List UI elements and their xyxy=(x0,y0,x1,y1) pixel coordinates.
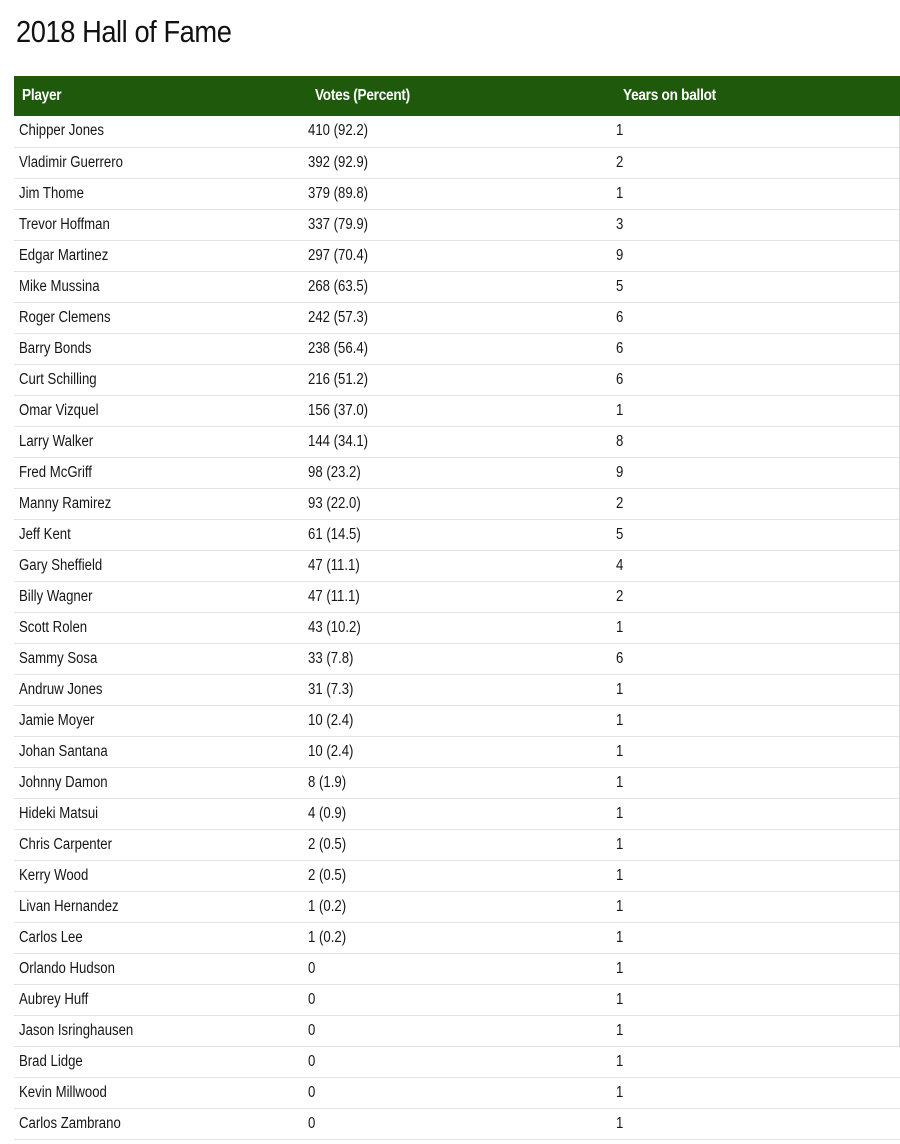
column-header-player-label: Player xyxy=(22,87,62,104)
player-name-cell-text: Barry Bonds xyxy=(19,339,92,357)
votes-percent-cell xyxy=(307,240,615,271)
years-on-ballot-cell xyxy=(615,612,900,643)
player-name-cell-text: Jamie Moyer xyxy=(19,711,95,729)
years-on-ballot-cell-text: 6 xyxy=(616,370,624,388)
votes-percent-cell-text: 238 (56.4) xyxy=(308,339,369,357)
table-row xyxy=(14,364,900,395)
years-on-ballot-cell xyxy=(615,1015,900,1046)
player-name-cell xyxy=(14,426,307,457)
votes-percent-cell xyxy=(307,550,615,581)
player-name-cell xyxy=(14,705,307,736)
years-on-ballot-cell xyxy=(615,984,900,1015)
votes-percent-cell-text: 47 (11.1) xyxy=(308,556,360,574)
years-on-ballot-cell xyxy=(615,550,900,581)
table-row xyxy=(14,457,900,488)
player-name-cell xyxy=(14,550,307,581)
votes-percent-cell xyxy=(307,178,615,209)
votes-percent-cell xyxy=(307,271,615,302)
years-on-ballot-cell xyxy=(615,674,900,705)
player-name-cell xyxy=(14,643,307,674)
votes-percent-cell-text: 1 (0.2) xyxy=(308,897,347,915)
years-on-ballot-cell-text: 2 xyxy=(616,494,624,512)
votes-percent-cell xyxy=(307,488,615,519)
votes-percent-cell-text: 31 (7.3) xyxy=(308,680,354,698)
player-name-cell-text: Johnny Damon xyxy=(19,773,108,791)
player-name-cell xyxy=(14,1077,307,1108)
player-name-cell-text: Hideki Matsui xyxy=(19,804,99,822)
years-on-ballot-cell xyxy=(615,1108,900,1139)
votes-percent-cell-text: 2 (0.5) xyxy=(308,835,347,853)
player-name-cell-text: Billy Wagner xyxy=(19,587,93,605)
player-name-cell-text: Orlando Hudson xyxy=(19,959,115,977)
player-name-cell xyxy=(14,984,307,1015)
votes-percent-cell-text: 392 (92.9) xyxy=(308,153,369,171)
table-row xyxy=(14,116,900,147)
player-name-cell-text: Vladimir Guerrero xyxy=(19,153,123,171)
page-title: 2018 Hall of Fame xyxy=(16,14,232,49)
years-on-ballot-cell-text: 9 xyxy=(616,463,624,481)
player-name-cell-text: Chris Carpenter xyxy=(19,835,112,853)
years-on-ballot-cell-text: 5 xyxy=(616,277,624,295)
player-name-cell-text: Jason Isringhausen xyxy=(19,1021,134,1039)
player-name-cell xyxy=(14,457,307,488)
votes-percent-cell xyxy=(307,984,615,1015)
years-on-ballot-cell-text: 6 xyxy=(616,339,624,357)
player-name-cell-text: Brad Lidge xyxy=(19,1052,83,1070)
years-on-ballot-cell-text: 1 xyxy=(616,773,624,791)
player-name-cell xyxy=(14,1046,307,1077)
years-on-ballot-cell-text: 3 xyxy=(616,215,624,233)
player-name-cell-text: Livan Hernandez xyxy=(19,897,119,915)
player-name-cell-text: Andruw Jones xyxy=(19,680,103,698)
votes-percent-cell xyxy=(307,1108,615,1139)
player-name-cell xyxy=(14,612,307,643)
years-on-ballot-cell xyxy=(615,922,900,953)
player-name-cell-text: Sammy Sosa xyxy=(19,649,98,667)
votes-percent-cell xyxy=(307,395,615,426)
player-name-cell-text: Carlos Lee xyxy=(19,928,83,946)
votes-percent-cell-text: 47 (11.1) xyxy=(308,587,360,605)
player-name-cell-text: Omar Vizquel xyxy=(19,401,99,419)
years-on-ballot-cell-text: 1 xyxy=(616,866,624,884)
years-on-ballot-cell-text: 6 xyxy=(616,308,624,326)
player-name-cell-text: Jim Thome xyxy=(19,184,84,202)
years-on-ballot-cell-text: 8 xyxy=(616,432,624,450)
years-on-ballot-cell-text: 1 xyxy=(616,897,624,915)
votes-percent-cell xyxy=(307,612,615,643)
player-name-cell xyxy=(14,178,307,209)
votes-percent-cell xyxy=(307,736,615,767)
years-on-ballot-cell xyxy=(615,643,900,674)
votes-percent-cell-text: 379 (89.8) xyxy=(308,184,369,202)
table-row xyxy=(14,1015,900,1046)
votes-percent-cell-text: 156 (37.0) xyxy=(308,401,369,419)
player-name-cell-text: Jeff Kent xyxy=(19,525,71,543)
votes-percent-cell xyxy=(307,643,615,674)
votes-percent-cell-text: 98 (23.2) xyxy=(308,463,361,481)
years-on-ballot-cell-text: 2 xyxy=(616,153,624,171)
table-row xyxy=(14,581,900,612)
votes-percent-cell xyxy=(307,922,615,953)
table-row xyxy=(14,426,900,457)
years-on-ballot-cell-text: 1 xyxy=(616,959,624,977)
votes-percent-cell xyxy=(307,333,615,364)
player-name-cell xyxy=(14,736,307,767)
table-row xyxy=(14,333,900,364)
player-name-cell xyxy=(14,798,307,829)
table-row xyxy=(14,302,900,333)
player-name-cell-text: Chipper Jones xyxy=(19,122,104,140)
votes-percent-cell xyxy=(307,1015,615,1046)
votes-percent-cell-text: 0 xyxy=(308,1083,316,1101)
years-on-ballot-cell xyxy=(615,147,900,178)
votes-percent-cell xyxy=(307,829,615,860)
years-on-ballot-cell xyxy=(615,116,900,147)
votes-percent-cell-text: 0 xyxy=(308,990,316,1008)
votes-percent-cell xyxy=(307,705,615,736)
player-name-cell xyxy=(14,829,307,860)
table-body xyxy=(14,116,900,1139)
table-row xyxy=(14,209,900,240)
table-row xyxy=(14,860,900,891)
votes-percent-cell-text: 43 (10.2) xyxy=(308,618,361,636)
column-header-votes-label: Votes (Percent) xyxy=(315,87,410,104)
years-on-ballot-cell-text: 2 xyxy=(616,587,624,605)
votes-percent-cell xyxy=(307,364,615,395)
years-on-ballot-cell-text: 1 xyxy=(616,618,624,636)
votes-percent-cell xyxy=(307,1077,615,1108)
years-on-ballot-cell xyxy=(615,426,900,457)
table-row xyxy=(14,953,900,984)
player-name-cell xyxy=(14,116,307,147)
votes-percent-cell-text: 0 xyxy=(308,1021,316,1039)
votes-percent-cell-text: 337 (79.9) xyxy=(308,215,369,233)
years-on-ballot-cell xyxy=(615,860,900,891)
years-on-ballot-cell-text: 1 xyxy=(616,184,624,202)
player-name-cell-text: Kevin Millwood xyxy=(19,1083,107,1101)
player-name-cell-text: Carlos Zambrano xyxy=(19,1114,121,1132)
years-on-ballot-cell xyxy=(615,209,900,240)
votes-percent-cell xyxy=(307,581,615,612)
years-on-ballot-cell xyxy=(615,302,900,333)
votes-percent-cell-text: 216 (51.2) xyxy=(308,370,369,388)
player-name-cell xyxy=(14,953,307,984)
years-on-ballot-cell-text: 9 xyxy=(616,246,624,264)
table-row xyxy=(14,829,900,860)
table-row xyxy=(14,674,900,705)
table-row xyxy=(14,147,900,178)
years-on-ballot-cell xyxy=(615,178,900,209)
table-row xyxy=(14,488,900,519)
player-name-cell-text: Trevor Hoffman xyxy=(19,215,110,233)
player-name-cell xyxy=(14,488,307,519)
player-name-cell xyxy=(14,674,307,705)
years-on-ballot-cell xyxy=(615,891,900,922)
table-row xyxy=(14,395,900,426)
years-on-ballot-cell xyxy=(615,364,900,395)
years-on-ballot-cell-text: 1 xyxy=(616,680,624,698)
player-name-cell-text: Aubrey Huff xyxy=(19,990,89,1008)
years-on-ballot-cell xyxy=(615,1046,900,1077)
column-header-years xyxy=(615,76,900,116)
votes-percent-cell xyxy=(307,302,615,333)
years-on-ballot-cell-text: 1 xyxy=(616,928,624,946)
votes-percent-cell-text: 410 (92.2) xyxy=(308,122,369,140)
player-name-cell xyxy=(14,209,307,240)
player-name-cell-text: Gary Sheffield xyxy=(19,556,103,574)
player-name-cell xyxy=(14,271,307,302)
years-on-ballot-cell xyxy=(615,767,900,798)
hall-of-fame-results-table xyxy=(14,76,900,1140)
table-row xyxy=(14,550,900,581)
votes-percent-cell xyxy=(307,116,615,147)
table-row xyxy=(14,798,900,829)
years-on-ballot-cell xyxy=(615,829,900,860)
years-on-ballot-cell-text: 1 xyxy=(616,1052,624,1070)
votes-percent-cell xyxy=(307,674,615,705)
votes-percent-cell-text: 10 (2.4) xyxy=(308,711,354,729)
years-on-ballot-cell xyxy=(615,953,900,984)
votes-percent-cell-text: 93 (22.0) xyxy=(308,494,361,512)
votes-percent-cell-text: 268 (63.5) xyxy=(308,277,369,295)
player-name-cell-text: Fred McGriff xyxy=(19,463,92,481)
years-on-ballot-cell-text: 1 xyxy=(616,1083,624,1101)
years-on-ballot-cell-text: 1 xyxy=(616,711,624,729)
votes-percent-cell-text: 0 xyxy=(308,1114,316,1132)
table-row xyxy=(14,1077,900,1108)
player-name-cell xyxy=(14,891,307,922)
votes-percent-cell xyxy=(307,860,615,891)
years-on-ballot-cell xyxy=(615,798,900,829)
column-header-player xyxy=(14,76,307,116)
table-row xyxy=(14,519,900,550)
years-on-ballot-cell-text: 6 xyxy=(616,649,624,667)
table-header-row xyxy=(14,76,900,116)
years-on-ballot-cell-text: 1 xyxy=(616,401,624,419)
player-name-cell xyxy=(14,922,307,953)
player-name-cell-text: Manny Ramirez xyxy=(19,494,112,512)
player-name-cell xyxy=(14,581,307,612)
player-name-cell-text: Kerry Wood xyxy=(19,866,89,884)
votes-percent-cell-text: 33 (7.8) xyxy=(308,649,354,667)
votes-percent-cell xyxy=(307,209,615,240)
votes-percent-cell-text: 0 xyxy=(308,959,316,977)
table-row xyxy=(14,705,900,736)
years-on-ballot-cell xyxy=(615,333,900,364)
years-on-ballot-cell-text: 4 xyxy=(616,556,624,574)
years-on-ballot-cell-text: 1 xyxy=(616,835,624,853)
years-on-ballot-cell xyxy=(615,395,900,426)
table-row xyxy=(14,736,900,767)
years-on-ballot-cell-text: 1 xyxy=(616,122,624,140)
votes-percent-cell-text: 4 (0.9) xyxy=(308,804,347,822)
years-on-ballot-cell-text: 5 xyxy=(616,525,624,543)
votes-percent-cell xyxy=(307,953,615,984)
votes-percent-cell-text: 61 (14.5) xyxy=(308,525,361,543)
votes-percent-cell-text: 10 (2.4) xyxy=(308,742,354,760)
votes-percent-cell xyxy=(307,426,615,457)
votes-percent-cell-text: 144 (34.1) xyxy=(308,432,369,450)
table-header xyxy=(14,76,900,116)
votes-percent-cell xyxy=(307,891,615,922)
player-name-cell-text: Larry Walker xyxy=(19,432,94,450)
votes-percent-cell xyxy=(307,1046,615,1077)
table-row xyxy=(14,891,900,922)
years-on-ballot-cell xyxy=(615,519,900,550)
votes-percent-cell-text: 1 (0.2) xyxy=(308,928,347,946)
player-name-cell-text: Scott Rolen xyxy=(19,618,88,636)
years-on-ballot-cell-text: 1 xyxy=(616,1114,624,1132)
player-name-cell xyxy=(14,364,307,395)
player-name-cell-text: Edgar Martinez xyxy=(19,246,109,264)
table-row xyxy=(14,1108,900,1139)
votes-percent-cell xyxy=(307,147,615,178)
votes-percent-cell-text: 0 xyxy=(308,1052,316,1070)
votes-percent-cell xyxy=(307,457,615,488)
years-on-ballot-cell-text: 1 xyxy=(616,1021,624,1039)
table-row xyxy=(14,178,900,209)
votes-percent-cell-text: 8 (1.9) xyxy=(308,773,347,791)
years-on-ballot-cell xyxy=(615,736,900,767)
years-on-ballot-cell-text: 1 xyxy=(616,742,624,760)
player-name-cell-text: Johan Santana xyxy=(19,742,108,760)
table-row xyxy=(14,240,900,271)
votes-percent-cell xyxy=(307,767,615,798)
years-on-ballot-cell xyxy=(615,240,900,271)
years-on-ballot-cell-text: 1 xyxy=(616,990,624,1008)
table-row xyxy=(14,643,900,674)
player-name-cell xyxy=(14,395,307,426)
player-name-cell xyxy=(14,302,307,333)
player-name-cell-text: Roger Clemens xyxy=(19,308,111,326)
player-name-cell-text: Mike Mussina xyxy=(19,277,100,295)
table-row xyxy=(14,612,900,643)
table-row xyxy=(14,271,900,302)
player-name-cell xyxy=(14,1108,307,1139)
years-on-ballot-cell xyxy=(615,581,900,612)
player-name-cell-text: Curt Schilling xyxy=(19,370,97,388)
years-on-ballot-cell xyxy=(615,488,900,519)
player-name-cell xyxy=(14,519,307,550)
years-on-ballot-cell xyxy=(615,457,900,488)
votes-percent-cell-text: 242 (57.3) xyxy=(308,308,369,326)
player-name-cell xyxy=(14,767,307,798)
votes-percent-cell xyxy=(307,798,615,829)
column-header-votes xyxy=(307,76,615,116)
player-name-cell xyxy=(14,147,307,178)
player-name-cell xyxy=(14,1015,307,1046)
table-row xyxy=(14,922,900,953)
player-name-cell xyxy=(14,333,307,364)
years-on-ballot-cell-text: 1 xyxy=(616,804,624,822)
votes-percent-cell xyxy=(307,519,615,550)
votes-percent-cell-text: 297 (70.4) xyxy=(308,246,369,264)
table-row xyxy=(14,1046,900,1077)
column-header-years-label: Years on ballot xyxy=(623,87,716,104)
years-on-ballot-cell xyxy=(615,1077,900,1108)
table-row xyxy=(14,767,900,798)
table-row xyxy=(14,984,900,1015)
votes-percent-cell-text: 2 (0.5) xyxy=(308,866,347,884)
years-on-ballot-cell xyxy=(615,705,900,736)
player-name-cell xyxy=(14,240,307,271)
player-name-cell xyxy=(14,860,307,891)
years-on-ballot-cell xyxy=(615,271,900,302)
